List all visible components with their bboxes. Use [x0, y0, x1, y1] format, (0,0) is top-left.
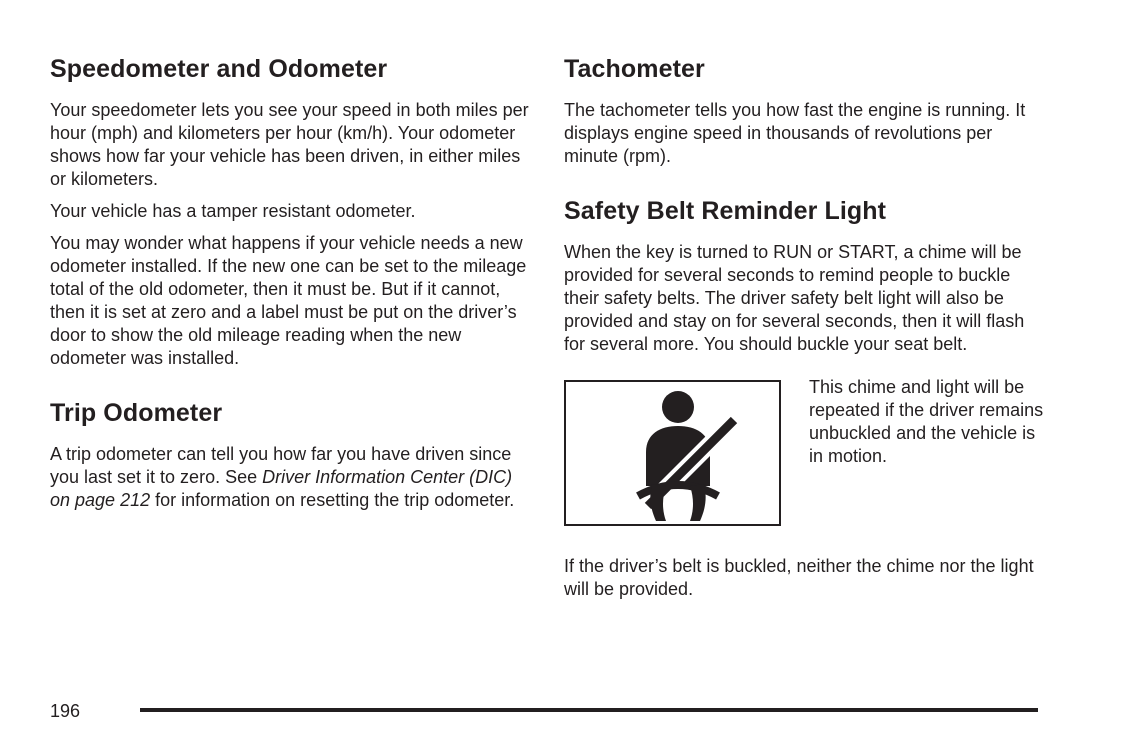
safety-belt-paragraph-2: If the driver’s belt is buckled, neither the chime nor the light will be provided. — [564, 556, 1034, 599]
right-column — [564, 53, 1044, 610]
trip-odometer-paragraph — [50, 443, 530, 512]
footer-rule — [140, 708, 1038, 712]
speedometer-heading: Speedometer and Odometer — [50, 55, 388, 83]
safety-belt-figure-row — [564, 376, 1044, 526]
speedometer-paragraph-3: You may wonder what happens if your vehicle needs a new odometer installed. If the new one can be set to the mileage total of the old odometer, then it must be. But if it cannot, then it is set at zero and a label must be put on the driver’s door to show the old mileage reading when the new odometer was installed. — [50, 233, 527, 368]
speedometer-paragraph-2: Your vehicle has a tamper resistant odometer. — [50, 201, 416, 221]
safety-belt-reminder-icon — [608, 388, 742, 522]
safety-belt-paragraph-1: When the key is turned to RUN or START, a chime will be provided for several seconds to remind people to buckle their safety belts. The driver safety belt light will also be provided and stay on for several seconds, then it will flash for several more. You should buckle your seat belt. — [564, 242, 1025, 354]
safety-belt-heading: Safety Belt Reminder Light — [564, 197, 887, 225]
safety-belt-icon-frame — [564, 380, 781, 526]
tachometer-paragraph: The tachometer tells you how fast the engine is running. It displays engine speed in thousands of revolutions per minute (rpm). — [564, 100, 1026, 166]
safety-belt-figure-caption: This chime and light will be repeated if the driver remains unbuckled and the vehicle is in motion. — [809, 377, 1044, 466]
trip-odometer-heading: Trip Odometer — [50, 399, 223, 427]
page-number: 196 — [50, 701, 81, 721]
trip-text-start: A trip odometer can tell you how far you have driven since you last set it to zero. See — [50, 444, 512, 487]
tachometer-heading: Tachometer — [564, 55, 705, 83]
dic-page-reference[interactable]: Driver Information Center (DIC) on page 212 — [50, 467, 513, 510]
left-column — [50, 53, 530, 521]
speedometer-paragraph-1: Your speedometer lets you see your speed in both miles per hour (mph) and kilometers per hour (km/h). Your odometer shows how far your vehicle has been driven, in either miles or kilometers. — [50, 100, 529, 189]
trip-text-end: for information on resetting the trip odometer. — [150, 490, 515, 510]
